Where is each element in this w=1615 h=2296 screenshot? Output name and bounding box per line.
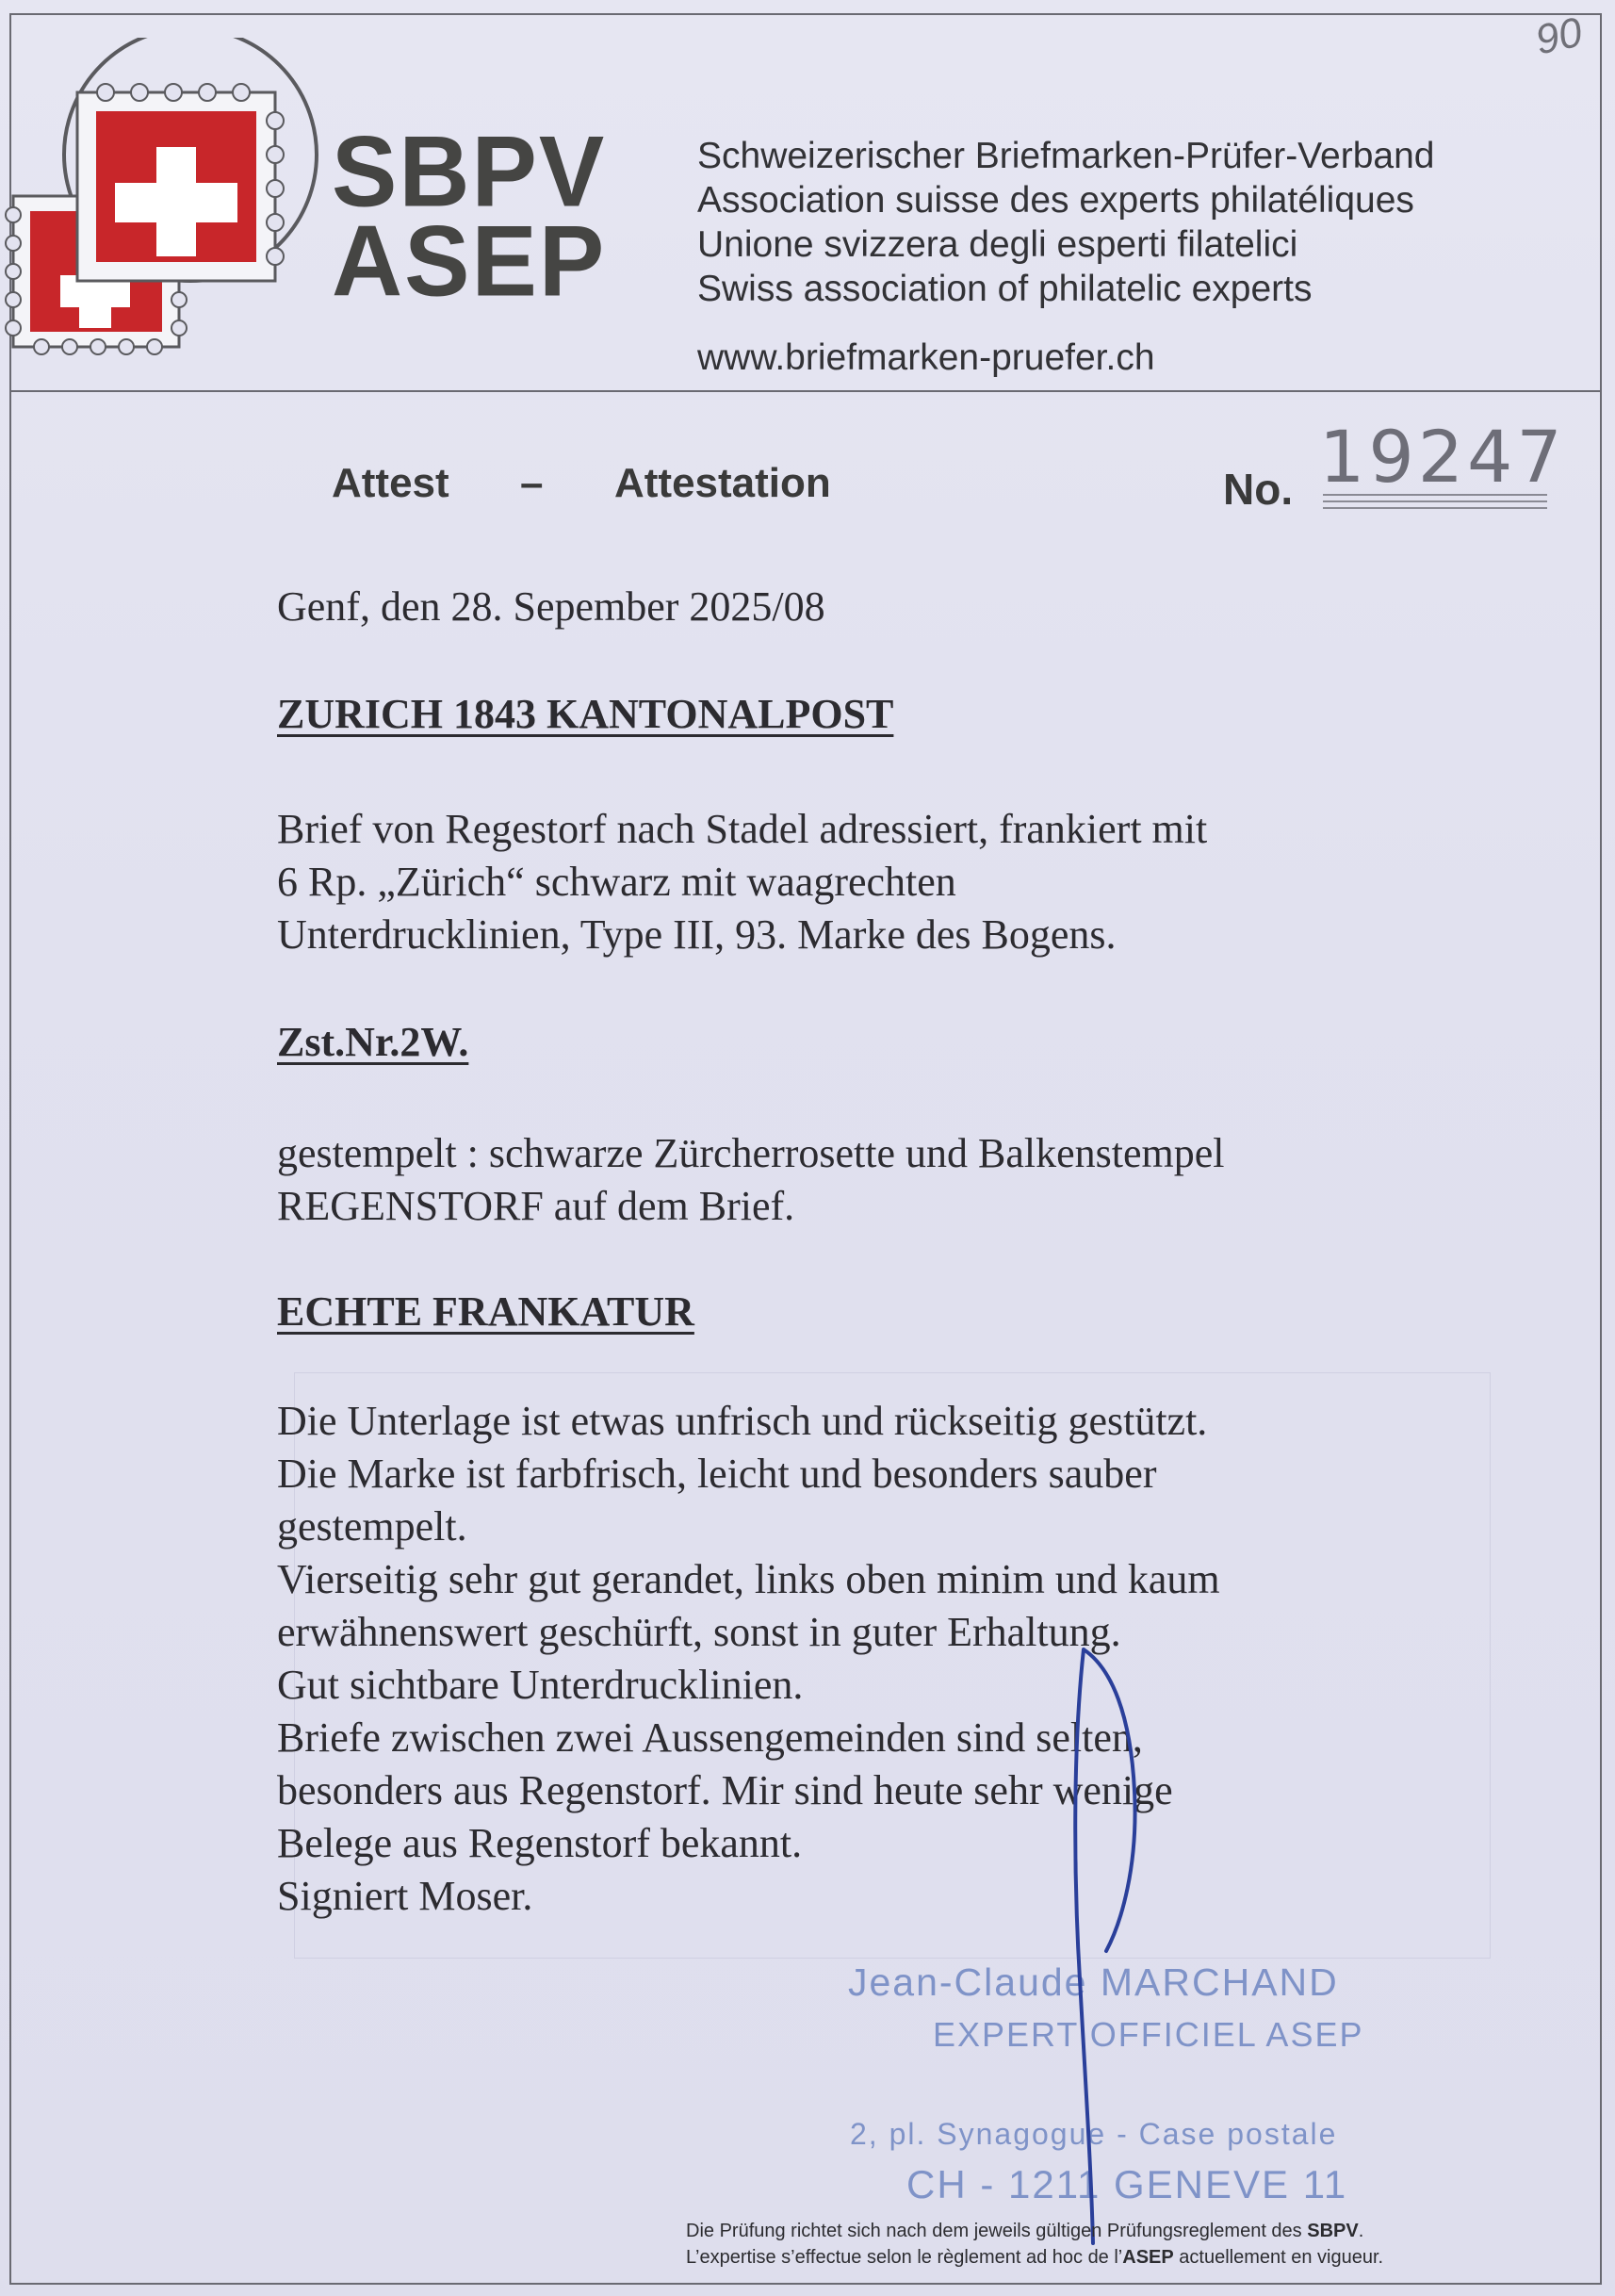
brand-asep: ASEP xyxy=(332,205,607,319)
title-dash: – xyxy=(520,460,544,506)
certificate-number: 19247 xyxy=(1319,415,1566,499)
footer-fr: L’expertise s’effectue selon le règlement ad hoc de l’ASEP actuellement en vigueur. xyxy=(686,2247,1384,2268)
website-link[interactable]: www.briefmarken-pruefer.ch xyxy=(697,337,1155,378)
footer-de: Die Prüfung richtet sich nach dem jeweils gültigen Prüfungsreglement des SBPV. xyxy=(686,2221,1364,2241)
header-divider xyxy=(9,390,1602,392)
association-it: Unione svizzera degli esperti filatelici xyxy=(697,224,1298,265)
pencil-note: 90 xyxy=(1531,8,1587,64)
sbpv-logo-icon xyxy=(0,38,339,358)
stamp-address: 2, pl. Synagogue - Case postale xyxy=(850,2117,1338,2151)
cancellation-line: REGENSTORF auf dem Brief. xyxy=(277,1183,795,1229)
description-line: Unterdrucklinien, Type III, 93. Marke des Bogens. xyxy=(277,911,1117,958)
description-line: Brief von Regestorf nach Stadel adressiert, frankiert mit xyxy=(277,806,1208,852)
signature-icon xyxy=(1065,1640,1168,2262)
description-block xyxy=(277,803,1207,961)
condition-line: Briefe zwischen zwei Aussengemeinden sind selten, xyxy=(277,1714,1143,1761)
condition-line: Die Marke ist farbfrisch, leicht und besonders sauber xyxy=(277,1451,1157,1497)
cancellation-line: gestempelt : schwarze Zürcherrosette und Balkenstempel xyxy=(277,1130,1225,1176)
condition-line: Die Unterlage ist etwas unfrisch und rückseitig gestützt. xyxy=(277,1398,1208,1444)
number-underline xyxy=(1323,494,1547,514)
title-attestation: Attestation xyxy=(614,460,831,506)
brand-name xyxy=(332,115,607,319)
association-de: Schweizerischer Briefmarken-Prüfer-Verband xyxy=(697,136,1435,176)
title-attest: Attest xyxy=(332,460,449,506)
condition-line: Signiert Moser. xyxy=(277,1873,533,1919)
catalog-number: Zst.Nr.2W. xyxy=(277,1019,469,1065)
condition-line: erwähnenswert geschürft, sonst in guter Erhaltung. xyxy=(277,1609,1121,1655)
number-label: No. xyxy=(1223,465,1294,514)
stamp-city: CH - 1211 GENEVE 11 xyxy=(906,2162,1348,2206)
condition-line: Vierseitig sehr gut gerandet, links oben minim und kaum xyxy=(277,1556,1220,1602)
condition-line: besonders aus Regenstorf. Mir sind heute sehr wenige xyxy=(277,1767,1173,1813)
cancellation-block xyxy=(277,1127,1225,1233)
place-date: Genf, den 28. Sepember 2025/08 xyxy=(277,583,825,630)
verdict-heading: ECHTE FRANKATUR xyxy=(277,1288,694,1335)
condition-line: gestempelt. xyxy=(277,1503,467,1550)
stamp-expert-title: EXPERT OFFICIEL ASEP xyxy=(933,2015,1364,2054)
condition-line: Gut sichtbare Unterdrucklinien. xyxy=(277,1662,804,1708)
issue-heading: ZURICH 1843 KANTONALPOST xyxy=(277,691,894,737)
description-line: 6 Rp. „Zürich“ schwarz mit waagrechten xyxy=(277,859,956,905)
brand-sbpv: SBPV xyxy=(332,115,607,229)
association-names xyxy=(697,134,1434,311)
stamp-expert-name: Jean-Claude MARCHAND xyxy=(848,1960,1339,2004)
association-en: Swiss association of philatelic experts xyxy=(697,269,1313,309)
association-fr: Association suisse des experts philatéliques xyxy=(697,180,1414,221)
condition-line: Belege aus Regenstorf bekannt. xyxy=(277,1820,803,1866)
